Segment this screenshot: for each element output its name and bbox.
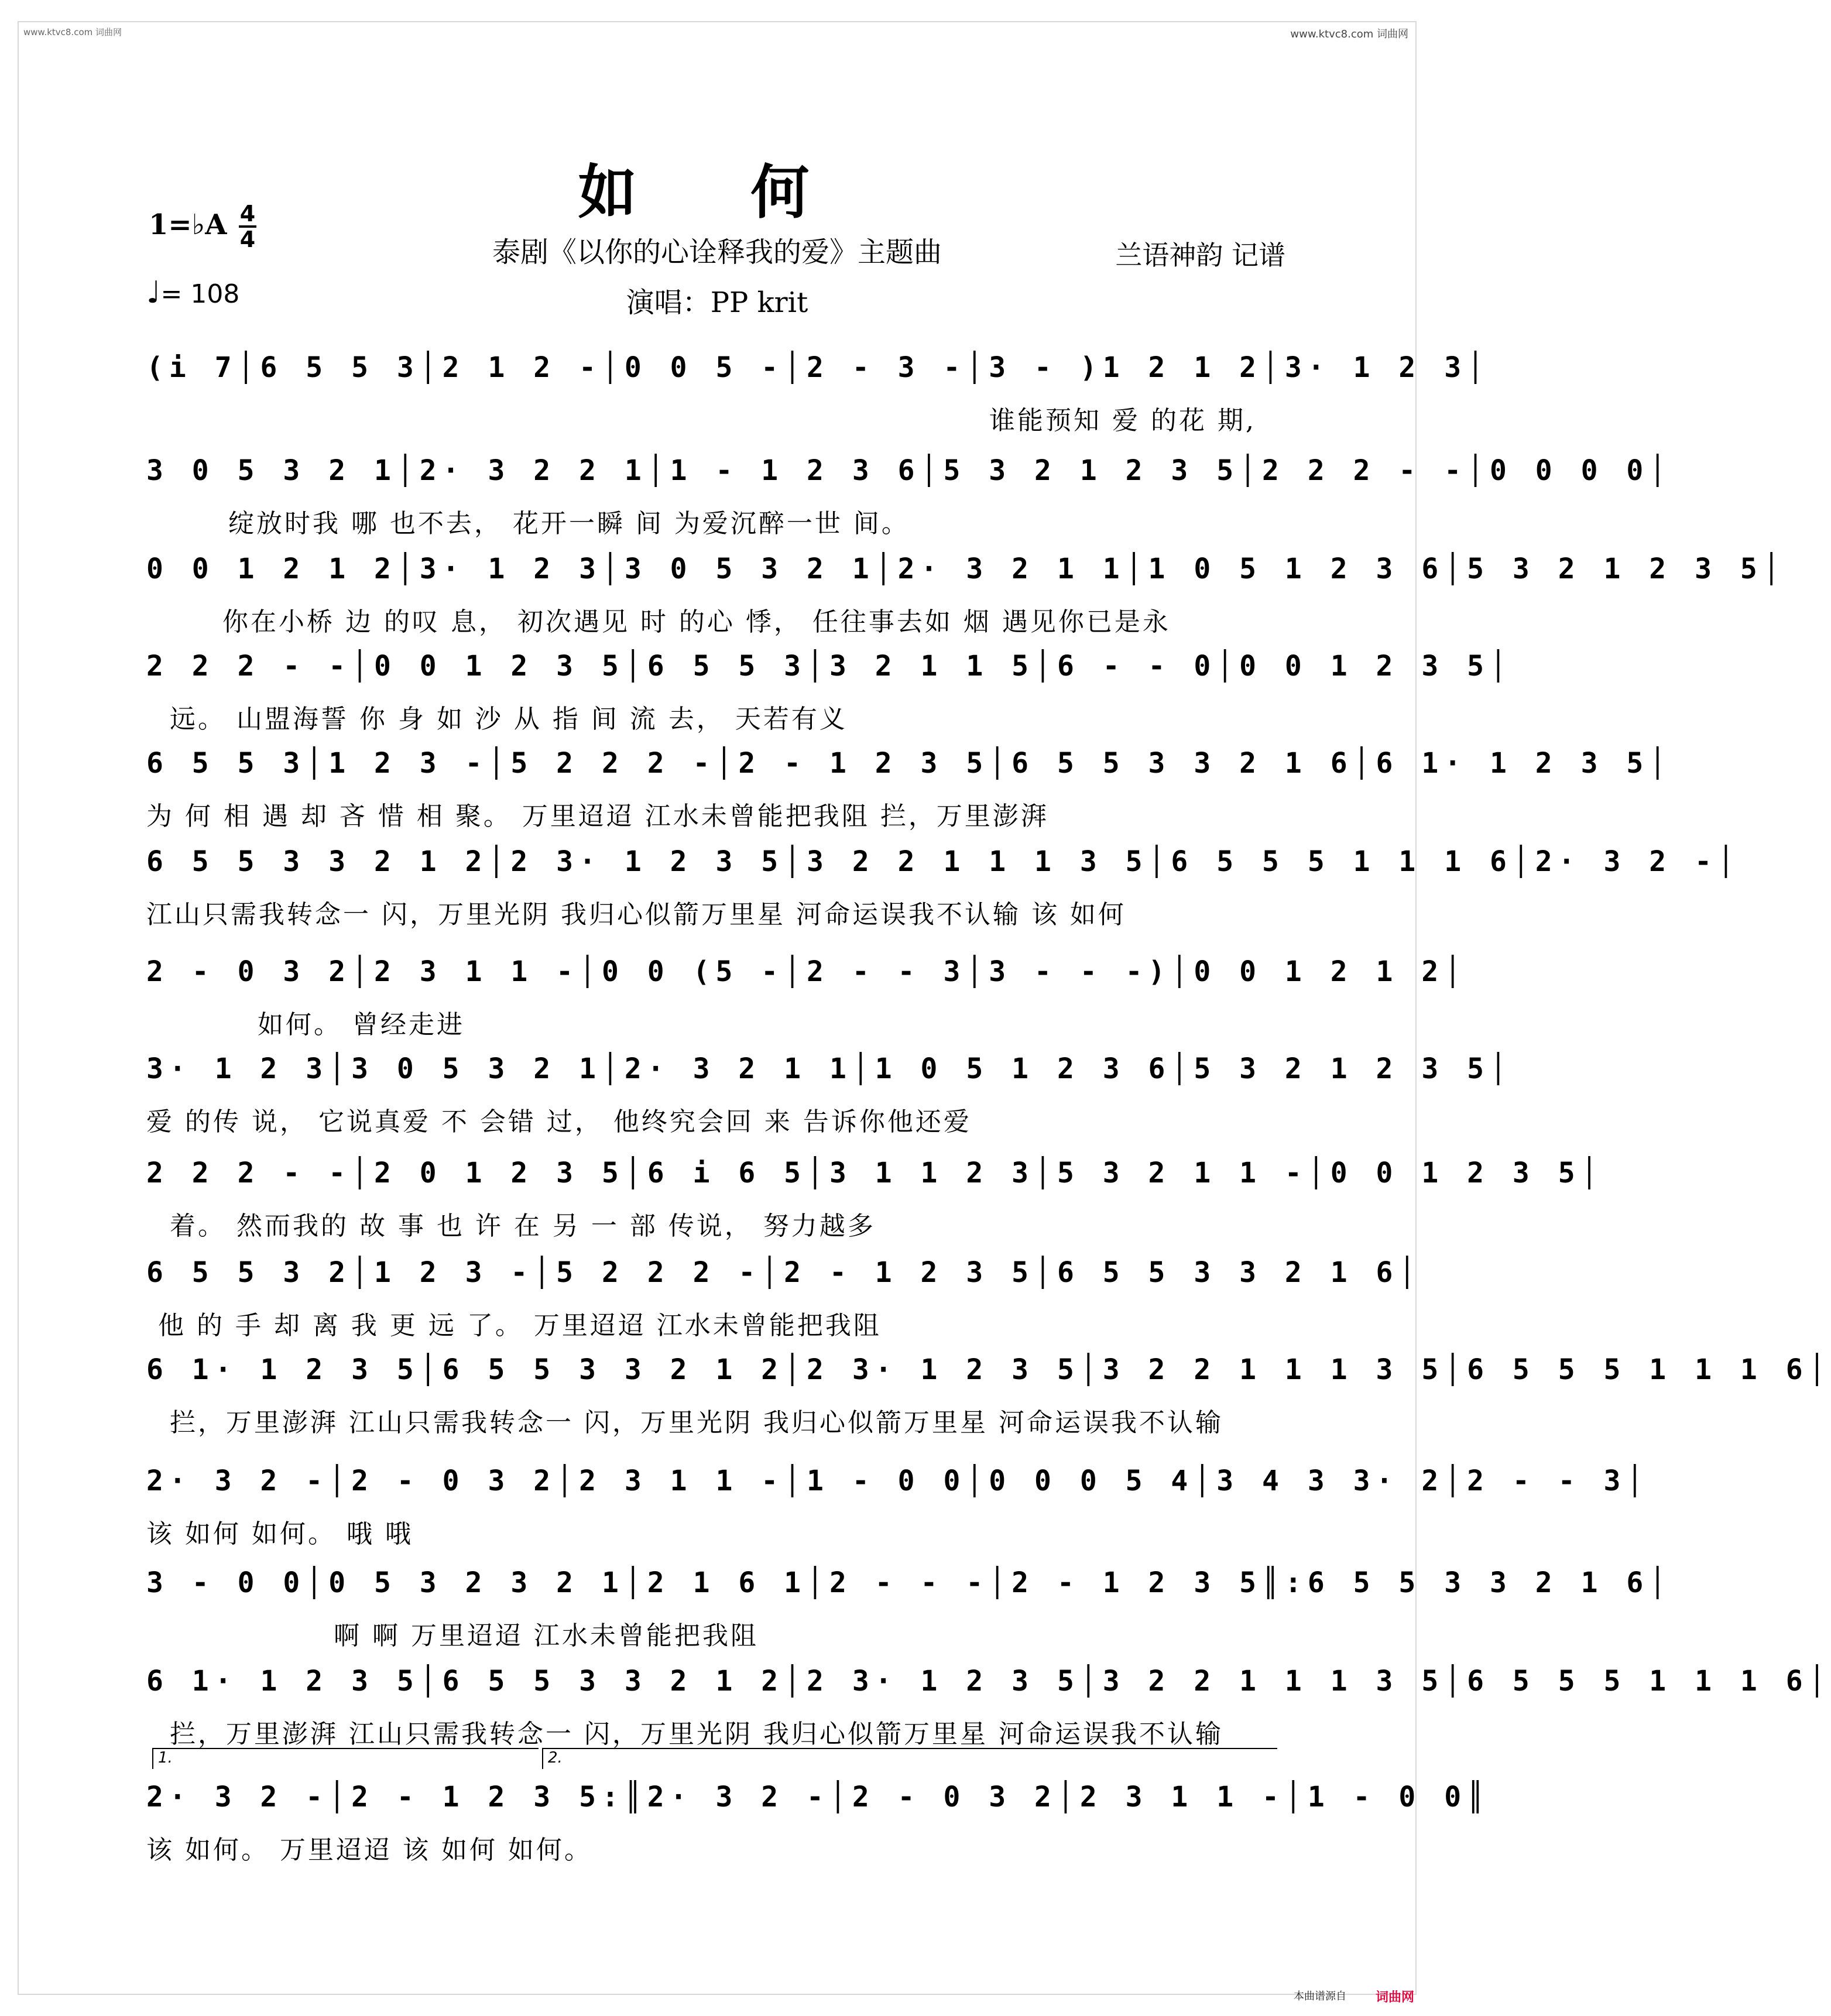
notation-line: 2 2 2 - -│0 0 1 2 3 5│6 5 5 3│3 2 1 1 5│6 - - 0│0 0 1 2 3 5│ [146,650,1513,683]
lyric-line: 拦，万里澎湃 江山只需我转念一 闪，万里光阴 我归心似箭万里星 河命运误我不认输 [170,1408,1223,1438]
song-subtitle: 泰剧《以你的心诠释我的爱》主题曲 [492,236,942,269]
notation-line: 6 5 5 3 3 2 1 2│2 3· 1 2 3 5│3 2 2 1 1 1 3 5│6 5 5 5 1 1 1 6│2· 3 2 -│ [146,845,1740,878]
notation-line: (i 7│6 5 5 3│2 1 2 -│0 0 5 -│2 - 3 -│3 - )1 2 1 2│3· 1 2 3│ [146,351,1490,384]
time-denominator: 4 [239,227,256,252]
notation-line: 2 2 2 - -│2 0 1 2 3 5│6 i 6 5│3 1 1 2 3│5 3 2 1 1 -│0 0 1 2 3 5│ [146,1157,1604,1189]
notation-line: 3· 1 2 3│3 0 5 3 2 1│2· 3 2 1 1│1 0 5 1 2 3 6│5 3 2 1 2 3 5│ [146,1052,1513,1085]
lyric-line: 啊 啊 万里迢迢 江水未曾能把我阻 [334,1621,759,1651]
notation-line: 2 - 0 3 2│2 3 1 1 -│0 0 (5 -│2 - - 3│3 - - -)│0 0 1 2 1 2│ [146,955,1467,988]
time-signature [239,203,256,251]
notation-line: 0 0 1 2 1 2│3· 1 2 3│3 0 5 3 2 1│2· 3 2 1 1│1 0 5 1 2 3 6│5 3 2 1 2 3 5│ [146,553,1786,585]
first-ending-bracket: 1. [152,1748,539,1769]
notation-line: 6 1· 1 2 3 5│6 5 5 3 3 2 1 2│2 3· 1 2 3 5│3 2 2 1 1 1 3 5│6 5 5 5 1 1 1 6│ [146,1353,1831,1386]
lyric-line: 他 的 手 却 离 我 更 远 了。 万里迢迢 江水未曾能把我阻 [158,1311,882,1340]
tempo-marking [146,275,239,310]
second-ending-bracket: 2. [542,1748,1277,1769]
lyric-line: 绽放时我 哪 也不去， 花开一瞬 间 为爱沉醉一世 间。 [228,509,910,539]
lyric-line: 着。 然而我的 故 事 也 许 在 另 一 部 传说， 努力越多 [170,1211,876,1241]
lyric-line: 江山只需我转念一 闪，万里光阴 我归心似箭万里星 河命运误我不认输 该 如何 [146,900,1126,930]
watermark-top-left: www.ktvc8.com 词曲网 [23,27,122,37]
notation-line: 3 0 5 3 2 1│2· 3 2 2 1│1 - 1 2 3 6│5 3 2 1 2 3 5│2 2 2 - -│0 0 0 0│ [146,454,1672,487]
lyric-line: 谁能预知 爱 的花 期, [989,406,1256,436]
lyric-line: 你在小桥 边 的叹 息， 初次遇见 时 的心 悸， 任往事去如 烟 遇见你已是永 [222,607,1171,637]
arranger-credit: 兰语神韵 记谱 [1115,239,1285,271]
notation-line: 6 1· 1 2 3 5│6 5 5 3 3 2 1 2│2 3· 1 2 3 5│3 2 2 1 1 1 3 5│6 5 5 5 1 1 1 6│ [146,1665,1831,1698]
watermark-top-right: www.ktvc8.com 词曲网 [1290,28,1408,40]
singer-credit: 演唱：PP krit [626,286,808,319]
lyric-line: 该 如何 如何。 哦 哦 [146,1519,413,1549]
lyric-line: 爱 的传 说， 它说真爱 不 会错 过， 他终究会回 来 告诉你他还爱 [146,1107,972,1137]
footer-site-logo[interactable]: 词曲网 [1375,1990,1414,2005]
notation-line: 6 5 5 3│1 2 3 -│5 2 2 2 -│2 - 1 2 3 5│6 5 5 3 3 2 1 6│6 1· 1 2 3 5│ [146,747,1672,780]
notation-line: 2· 3 2 -│2 - 1 2 3 5:║2· 3 2 -│2 - 0 3 2│2 3 1 1 -│1 - 0 0║ [146,1781,1490,1813]
lyric-line: 拦，万里澎湃 江山只需我转念一 闪，万里光阴 我归心似箭万里星 河命运误我不认输 [170,1719,1223,1749]
song-title: 如 何 [578,157,856,227]
time-numerator: 4 [239,201,256,227]
key-signature: 1=♭A [149,208,227,241]
quarter-note-icon: ♩ [146,275,161,310]
notation-line: 2· 3 2 -│2 - 0 3 2│2 3 1 1 -│1 - 0 0│0 0 0 5 4│3 4 3 3· 2│2 - - 3│ [146,1465,1650,1497]
lyric-line: 如何。 曾经走进 [258,1010,465,1040]
lyric-line: 远。 山盟海誓 你 身 如 沙 从 指 间 流 去， 天若有义 [170,704,848,734]
lyric-line: 为 何 相 遇 却 吝 惜 相 聚。 万里迢迢 江水未曾能把我阻 拦，万里澎湃 [146,801,1049,831]
footer-source-label: 本曲谱源自 [1294,1990,1346,2003]
notation-line: 3 - 0 0│0 5 3 2 3 2 1│2 1 6 1│2 - - -│2 - 1 2 3 5║:6 5 5 3 3 2 1 6│ [146,1566,1672,1599]
lyric-line: 该 如何。 万里迢迢 该 如何 如何。 [146,1835,592,1865]
volta-brackets [152,1748,1294,1771]
notation-line: 6 5 5 3 2│1 2 3 -│5 2 2 2 -│2 - 1 2 3 5│6 5 5 3 3 2 1 6│ [146,1256,1422,1289]
tempo-value: = 108 [160,279,240,309]
